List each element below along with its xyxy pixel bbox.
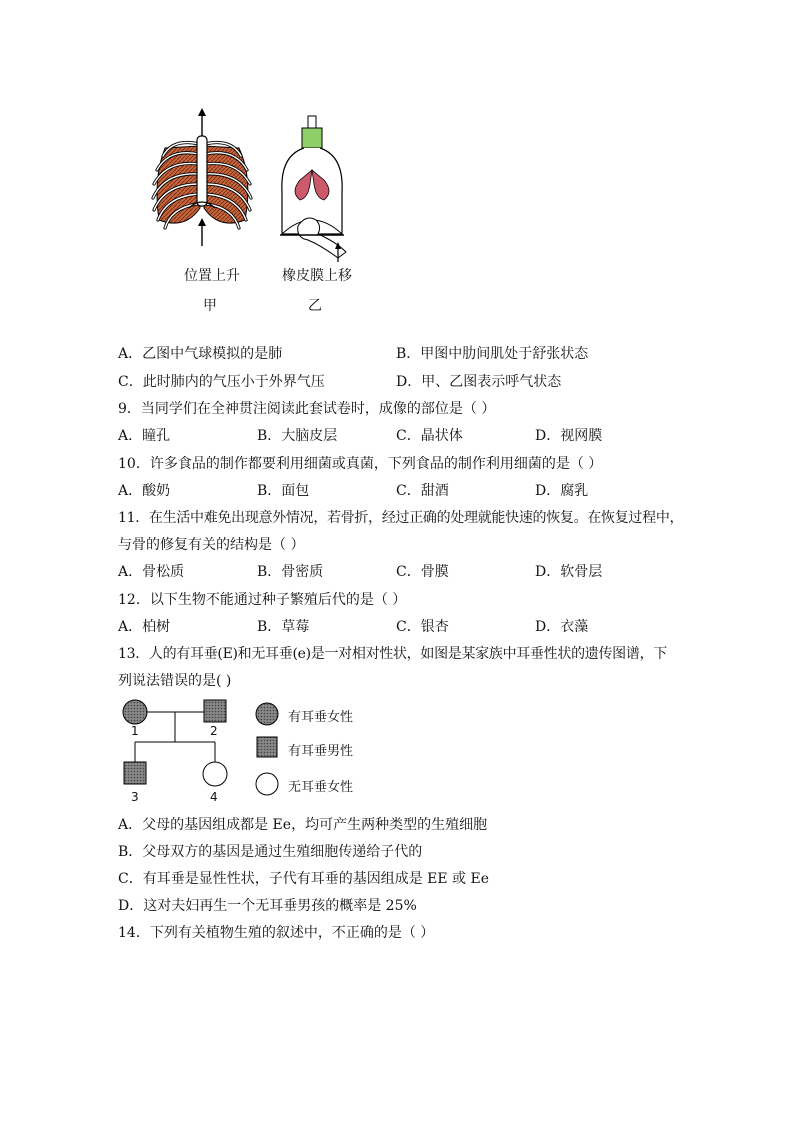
q11-stem-line1: 11．在生活中难免出现意外情况，若骨折，经过正确的处理就能快速的恢复。在恢复过程中， bbox=[118, 510, 684, 526]
legend-label-unaffected-female: 无耳垂女性 bbox=[288, 780, 354, 795]
q13-stem-line2: 列说法错误的是( ) bbox=[118, 673, 232, 689]
q14-stem: 14．下列有关植物生殖的叙述中，不正确的是（ ） bbox=[118, 925, 435, 941]
legend-unaffected-female-symbol bbox=[256, 773, 278, 795]
q8-option-b: B．甲图中肋间肌处于舒张状态 bbox=[396, 346, 589, 362]
q12-option-d: D．衣藻 bbox=[535, 619, 589, 635]
pedigree-individual-4 bbox=[203, 762, 227, 786]
figure-yi-caption: 橡皮膜上移 bbox=[282, 268, 352, 284]
pedigree-individual-1 bbox=[123, 700, 147, 724]
q8-option-a: A．乙图中气球模拟的是肺 bbox=[118, 346, 283, 362]
q9-option-a: A．瞳孔 bbox=[118, 428, 171, 444]
figure-yi-label: 乙 bbox=[308, 298, 322, 314]
q12-stem: 12．以下生物不能通过种子繁殖后代的是（ ） bbox=[118, 592, 407, 608]
q9-stem: 9．当同学们在全神贯注阅读此套试卷时，成像的部位是（ ） bbox=[118, 401, 496, 417]
figure-jia-caption: 位置上升 bbox=[184, 268, 240, 284]
q11-option-a: A．骨松质 bbox=[118, 564, 185, 580]
pedigree-individual-2 bbox=[204, 700, 226, 722]
q9-option-b: B．大脑皮层 bbox=[257, 428, 338, 444]
q12-option-b: B．草莓 bbox=[257, 619, 310, 635]
q9-option-d: D．视网膜 bbox=[535, 428, 603, 444]
q9-option-c: C．晶状体 bbox=[396, 428, 463, 444]
q11-option-b: B．骨密质 bbox=[257, 564, 324, 580]
figure-jia-label: 甲 bbox=[203, 298, 217, 314]
q12-option-c: C．银杏 bbox=[396, 619, 449, 635]
q13-option-b: B．父母双方的基因是通过生殖细胞传递给子代的 bbox=[118, 844, 423, 860]
pedigree-individual-3 bbox=[124, 762, 146, 784]
pedigree-legend-symbols bbox=[254, 700, 284, 800]
pedigree-number-1: 1 bbox=[131, 724, 139, 738]
q13-option-a: A．父母的基因组成都是 Ee，均可产生两种类型的生殖细胞 bbox=[118, 817, 488, 833]
pedigree-chart bbox=[118, 698, 238, 794]
q10-stem: 10．许多食品的制作都要利用细菌或真菌，下列食品的制作利用细菌的是（ ） bbox=[118, 456, 603, 472]
q11-stem-line2: 与骨的修复有关的结构是（ ） bbox=[118, 537, 305, 553]
q13-option-d: D．这对夫妇再生一个无耳垂男孩的概率是 25% bbox=[118, 898, 417, 914]
q10-option-c: C．甜酒 bbox=[396, 483, 449, 499]
q10-option-d: D．腐乳 bbox=[535, 483, 589, 499]
q12-option-a: A．柏树 bbox=[118, 619, 171, 635]
pedigree-number-2: 2 bbox=[210, 724, 218, 738]
bell-jar-model-figure bbox=[276, 114, 356, 264]
q13-option-c: C．有耳垂是显性性状，子代有耳垂的基因组成是 EE 或 Ee bbox=[118, 871, 490, 887]
q11-option-d: D．软骨层 bbox=[535, 564, 603, 580]
pedigree-number-4: 4 bbox=[210, 790, 218, 804]
legend-affected-female-symbol bbox=[256, 703, 278, 725]
legend-label-affected-female: 有耳垂女性 bbox=[288, 710, 354, 725]
q8-option-d: D．甲、乙图表示呼气状态 bbox=[396, 374, 562, 390]
rib-cage-figure bbox=[145, 108, 275, 250]
pedigree-number-3: 3 bbox=[131, 790, 139, 804]
q11-option-c: C．骨膜 bbox=[396, 564, 449, 580]
legend-affected-male-symbol bbox=[257, 737, 277, 757]
q10-option-b: B．面包 bbox=[257, 483, 310, 499]
legend-label-affected-male: 有耳垂男性 bbox=[288, 744, 354, 759]
q8-option-c: C．此时肺内的气压小于外界气压 bbox=[118, 374, 325, 390]
q13-stem-line1: 13．人的有耳垂(E)和无耳垂(e)是一对相对性状，如图是某家族中耳垂性状的遗传图谱，下 bbox=[118, 646, 667, 662]
q10-option-a: A．酸奶 bbox=[118, 483, 171, 499]
